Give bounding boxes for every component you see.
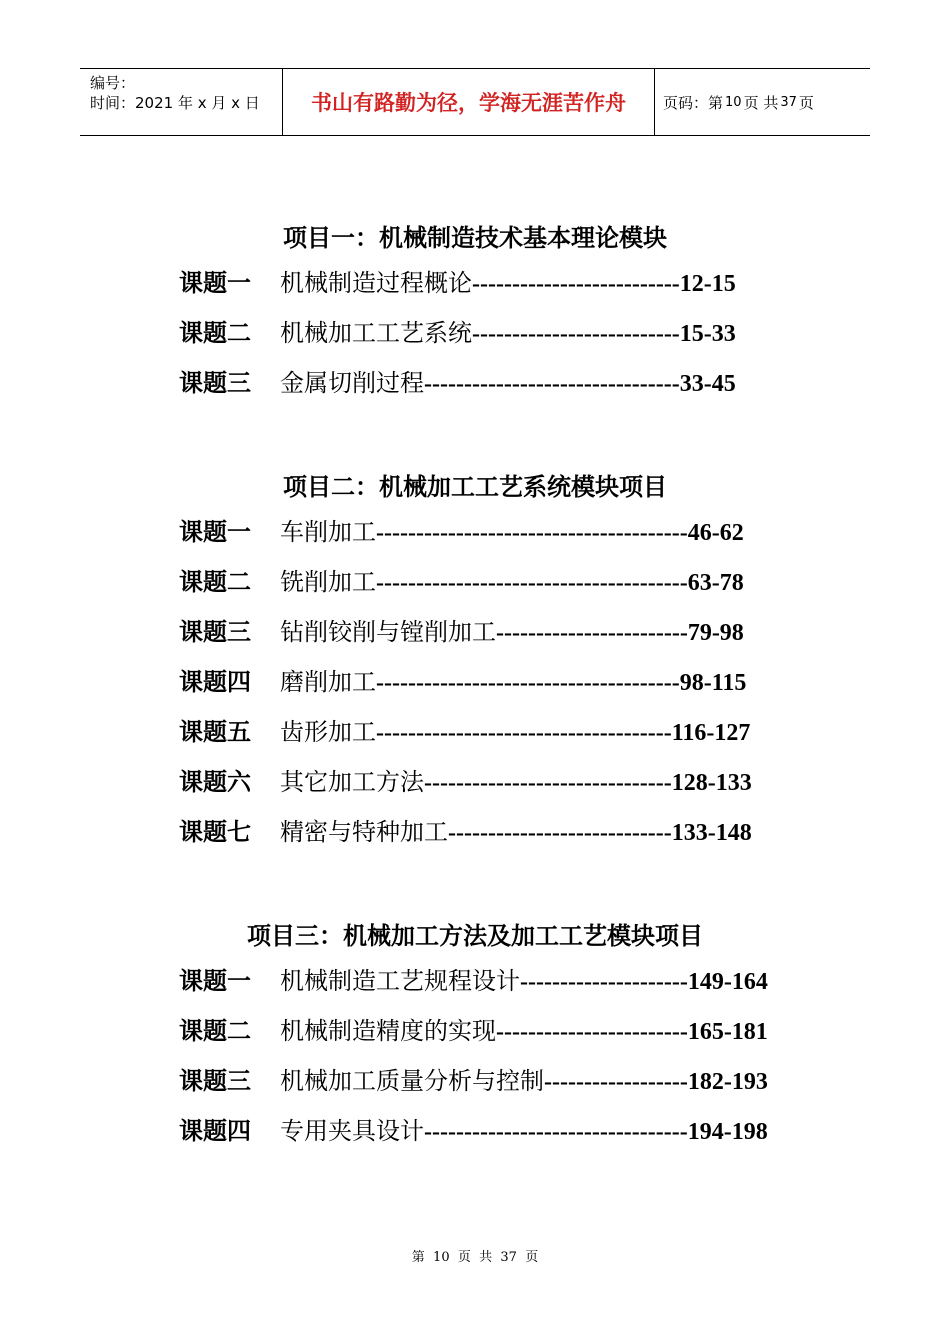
toc-leader: ------------------------ [496, 1019, 688, 1045]
toc-label: 课题七 [179, 818, 251, 846]
toc-title: 机械制造过程概论 [280, 269, 472, 297]
toc-pages: 128-133 [671, 770, 752, 796]
toc-label: 课题六 [179, 768, 251, 796]
toc-pages: 46-62 [687, 520, 744, 546]
toc-title: 机械加工质量分析与控制 [280, 1067, 544, 1095]
toc-label: 课题二 [179, 319, 251, 347]
toc-leader: -------------------------- [472, 271, 680, 297]
toc-title: 金属切削过程 [280, 369, 424, 397]
toc-row [179, 617, 744, 647]
toc-row [179, 1116, 768, 1146]
toc-label: 课题四 [179, 668, 251, 696]
page-footer: 第 10 页 共 37 页 [411, 1250, 539, 1265]
toc-title: 车削加工 [280, 518, 376, 546]
toc-label: 课题三 [179, 618, 251, 646]
toc-title: 专用夹具设计 [280, 1117, 424, 1145]
toc-row [179, 767, 752, 797]
toc-leader: --------------------- [520, 969, 688, 995]
toc-label: 课题一 [179, 518, 251, 546]
toc-label: 课题三 [179, 1067, 251, 1095]
toc-leader: -------------------------------- [424, 371, 680, 397]
toc-pages: 98-115 [679, 670, 747, 696]
page-mid: 页 共 [743, 93, 779, 112]
toc-row [179, 268, 736, 298]
toc-title: 钻削铰削与镗削加工 [280, 618, 496, 646]
toc-label: 课题二 [179, 568, 251, 596]
toc-row [179, 1066, 768, 1096]
page-prefix: 页码：第 [663, 93, 724, 112]
toc-leader: --------------------------------------- [376, 570, 688, 596]
toc-pages: 116-127 [671, 720, 751, 746]
toc-row [179, 667, 746, 697]
toc-row [179, 517, 744, 547]
number-label: 编号： [90, 74, 136, 92]
page-current: 10 [725, 94, 742, 110]
toc-row [179, 368, 736, 398]
toc-leader: -------------------------- [472, 321, 680, 347]
toc-row [179, 717, 750, 747]
toc-leader: ------------------ [544, 1069, 688, 1095]
toc-label: 课题一 [179, 269, 251, 297]
toc-label: 课题四 [179, 1117, 251, 1145]
toc-label: 课题一 [179, 967, 251, 995]
toc-row [179, 1016, 768, 1046]
page-suffix: 页 [798, 93, 814, 112]
toc-leader: --------------------------------------- [376, 520, 688, 546]
toc-pages: 12-15 [679, 271, 736, 297]
toc-title: 磨削加工 [280, 668, 376, 696]
toc-row [179, 318, 736, 348]
toc-title: 齿形加工 [280, 718, 376, 746]
toc-pages: 194-198 [687, 1119, 768, 1145]
toc-pages: 165-181 [687, 1019, 768, 1045]
toc-row [179, 966, 768, 996]
toc-title: 铣削加工 [280, 568, 376, 596]
time-label: 时间：2021 年 x 月 x 日 [90, 94, 260, 112]
toc-row [179, 567, 744, 597]
toc-pages: 149-164 [687, 969, 768, 995]
toc-pages: 182-193 [687, 1069, 768, 1095]
header-meta-cell [80, 69, 282, 135]
page-total: 37 [780, 94, 797, 110]
toc-pages: 63-78 [687, 570, 744, 596]
toc-title: 其它加工方法 [280, 768, 424, 796]
toc-pages: 15-33 [679, 321, 736, 347]
toc-label: 课题二 [179, 1017, 251, 1045]
toc-leader: ------------------------ [496, 620, 688, 646]
toc-leader: -------------------------------------- [376, 670, 680, 696]
section-title-2: 项目二：机械加工工艺系统模块项目 [283, 473, 667, 501]
toc-pages: 33-45 [679, 371, 736, 397]
header-motto-cell [282, 69, 655, 135]
toc-pages: 79-98 [687, 620, 744, 646]
toc-label: 课题五 [179, 718, 251, 746]
header-page-cell [655, 69, 870, 135]
toc-row [179, 817, 752, 847]
toc-label: 课题三 [179, 369, 251, 397]
section-title-1: 项目一：机械制造技术基本理论模块 [283, 224, 667, 252]
toc-title: 机械制造工艺规程设计 [280, 967, 520, 995]
toc-title: 精密与特种加工 [280, 818, 448, 846]
toc-leader: ------------------------------------- [376, 720, 672, 746]
toc-leader: --------------------------------- [424, 1119, 688, 1145]
toc-leader: ---------------------------- [448, 820, 672, 846]
toc-leader: ------------------------------- [424, 770, 672, 796]
toc-title: 机械制造精度的实现 [280, 1017, 496, 1045]
motto-text: 书山有路勤为径，学海无涯苦作舟 [311, 91, 626, 115]
page-header [80, 68, 870, 136]
section-title-3: 项目三：机械加工方法及加工工艺模块项目 [247, 922, 703, 950]
toc-pages: 133-148 [671, 820, 752, 846]
toc-title: 机械加工工艺系统 [280, 319, 472, 347]
